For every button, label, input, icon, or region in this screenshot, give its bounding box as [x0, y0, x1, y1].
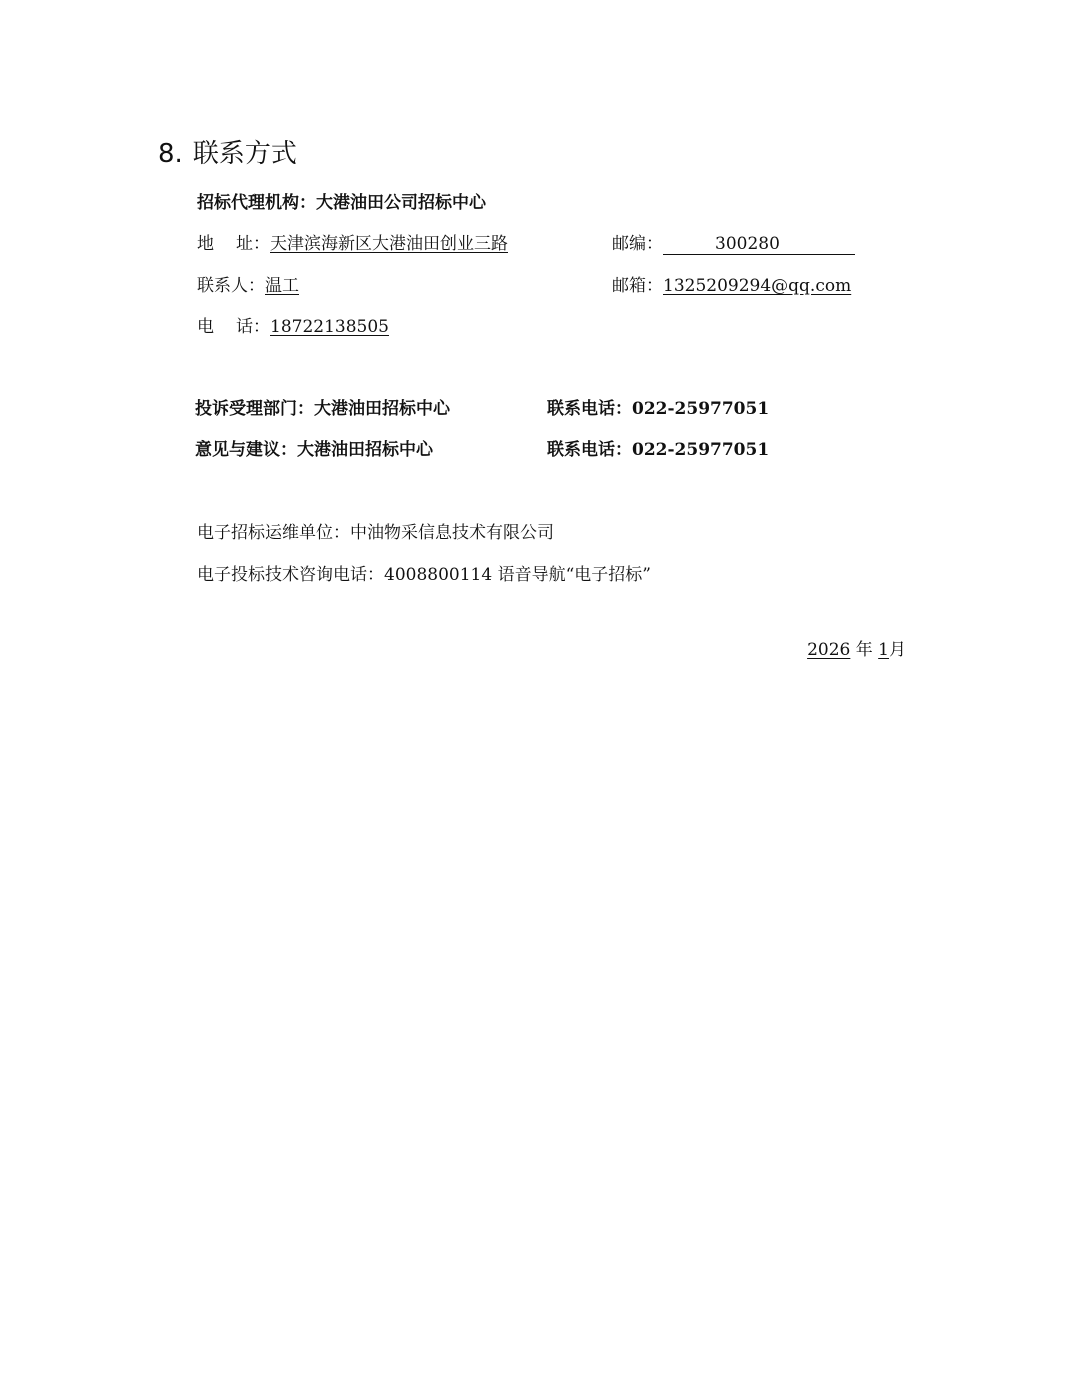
ops-line	[197, 521, 554, 545]
phone-value: 18722138505	[270, 317, 389, 337]
complaint-value: 大港油田招标中心	[314, 399, 450, 419]
section-heading	[158, 136, 297, 172]
section-title: 联系方式	[192, 139, 297, 169]
consult-value: 4008800114	[384, 565, 493, 585]
complaint-phone-line	[547, 397, 769, 421]
consult-label: 电子投标技术咨询电话：	[197, 565, 384, 585]
email-value: 1325209294@qq.com	[663, 276, 852, 296]
date-year: 2026	[807, 640, 851, 660]
section-number: 8.	[158, 139, 183, 169]
phone-label-b: 话：	[236, 317, 270, 337]
suggestion-phone-label: 联系电话：	[547, 440, 632, 460]
suggestion-line	[195, 438, 433, 462]
complaint-line	[195, 397, 450, 421]
suggestion-phone-value: 022-25977051	[632, 440, 770, 460]
ops-value: 中油物采信息技术有限公司	[350, 523, 554, 543]
consult-line	[197, 563, 651, 587]
zip-label: 邮编：	[612, 234, 663, 254]
suggestion-label: 意见与建议：	[195, 440, 297, 460]
date-month: 1	[878, 640, 889, 660]
agency-line	[197, 191, 486, 215]
suggestion-phone-line	[547, 438, 769, 462]
address-label-b: 址：	[236, 234, 270, 254]
contact-line	[197, 274, 299, 298]
contact-value: 温工	[265, 276, 299, 296]
consult-suffix: 语音导航“电子招标”	[497, 565, 651, 585]
phone-label-a: 电	[197, 317, 236, 337]
address-label-a: 地	[197, 234, 236, 254]
agency-value: 大港油田公司招标中心	[316, 193, 486, 213]
zip-value: 300280	[663, 234, 855, 255]
suggestion-value: 大港油田招标中心	[297, 440, 433, 460]
contact-label: 联系人：	[197, 276, 265, 296]
date-month-unit: 月	[889, 640, 906, 660]
address-value: 天津滨海新区大港油田创业三路	[270, 234, 508, 254]
date-line	[807, 638, 906, 662]
email-label: 邮箱：	[612, 276, 663, 296]
zip-line	[612, 232, 855, 256]
address-line	[197, 232, 508, 256]
email-line	[612, 274, 851, 298]
agency-label: 招标代理机构：	[197, 193, 316, 213]
date-year-unit: 年	[855, 640, 873, 660]
phone-line	[197, 315, 389, 339]
ops-label: 电子招标运维单位：	[197, 523, 350, 543]
complaint-phone-value: 022-25977051	[632, 399, 770, 419]
complaint-label: 投诉受理部门：	[195, 399, 314, 419]
complaint-phone-label: 联系电话：	[547, 399, 632, 419]
